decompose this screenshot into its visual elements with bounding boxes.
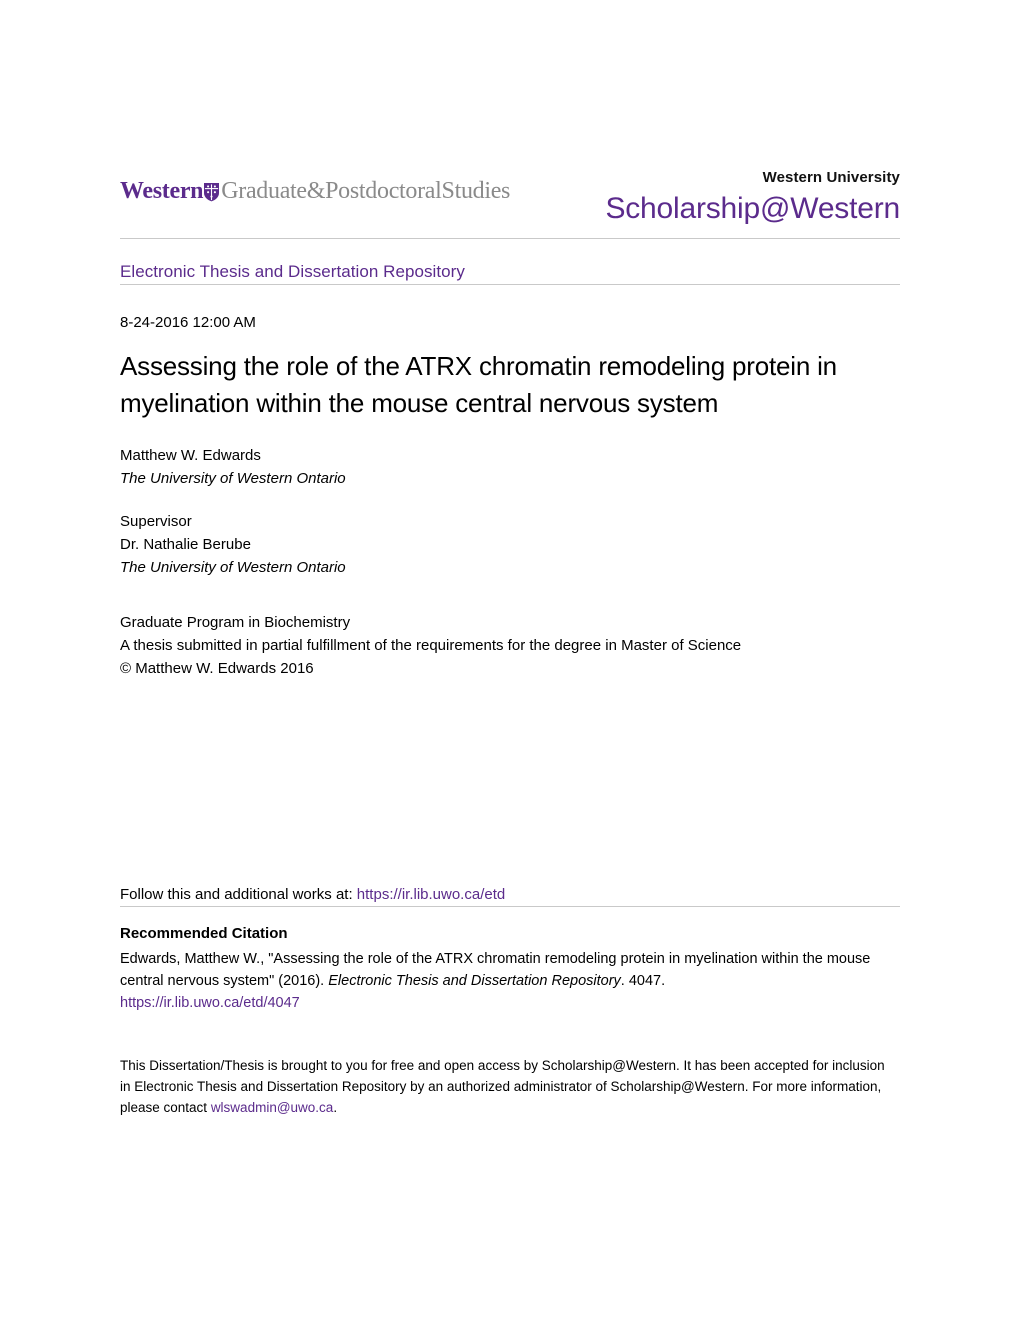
divider-under-repository [120,284,900,285]
shield-crest-icon [203,182,220,202]
author-block [120,444,900,490]
recommended-citation-heading: Recommended Citation [120,925,288,942]
author-name: Matthew W. Edwards [120,447,261,464]
graduate-program: Graduate Program in Biochemistry [120,614,351,631]
follow-works-line [120,884,900,906]
copyright-line: © Matthew W. Edwards 2016 [120,660,314,677]
recommended-citation-body [120,948,895,1014]
access-statement-text1: This Dissertation/Thesis is brought to you for free and open access by Scholarship@Western. It has been accepted for inclusion in Electronic Thesis and Dissertation Repository by an authorized administrator of Scholarship@Western. For more information, please contact [120,1058,885,1115]
university-name: Western University [762,169,900,186]
citation-text-part1: Edwards, Matthew W., "Assessing the role of the ATRX chromatin remodeling protein in myelination within the mouse central nervous system" (2016). [120,951,871,989]
page-title: Assessing the role of the ATRX chromatin remodeling protein in myelination within the mouse central nervous system [120,351,837,418]
degree-block [120,611,900,680]
divider-top [120,238,900,239]
logo-western-word: Western [120,178,204,204]
supervisor-affiliation: The University of Western Ontario [120,559,346,576]
follow-works-prefix: Follow this and additional works at: [120,886,357,903]
scholarship-wordmark: Scholarship@Western [605,192,900,225]
follow-works-link[interactable]: https://ir.lib.uwo.ca/etd [356,886,506,903]
publication-date: 8-24-2016 12:00 AM [120,314,256,331]
access-statement [120,1055,890,1118]
western-gps-logo [120,178,510,205]
scholarship-brand-block [605,168,900,228]
page-header [120,168,900,238]
access-statement-text2: . [333,1100,338,1115]
citation-text-part2: . 4047. [620,973,666,989]
document-page [120,0,900,1118]
contact-email-link[interactable]: wlswadmin@uwo.ca [210,1100,334,1115]
degree-statement: A thesis submitted in partial fulfillment of the requirements for the degree in Master of Science [120,637,742,654]
citation-permalink[interactable]: https://ir.lib.uwo.ca/etd/4047 [120,995,300,1011]
citation-source-italic: Electronic Thesis and Dissertation Repository [328,973,621,989]
logo-gps-word: Graduate&PostdoctoralStudies [221,178,511,204]
author-affiliation: The University of Western Ontario [120,470,346,487]
supervisor-label: Supervisor [120,513,192,530]
supervisor-name: Dr. Nathalie Berube [120,536,251,553]
supervisor-block [120,510,900,579]
repository-link[interactable]: Electronic Thesis and Dissertation Repository [120,262,465,281]
divider-above-citation [120,906,900,907]
